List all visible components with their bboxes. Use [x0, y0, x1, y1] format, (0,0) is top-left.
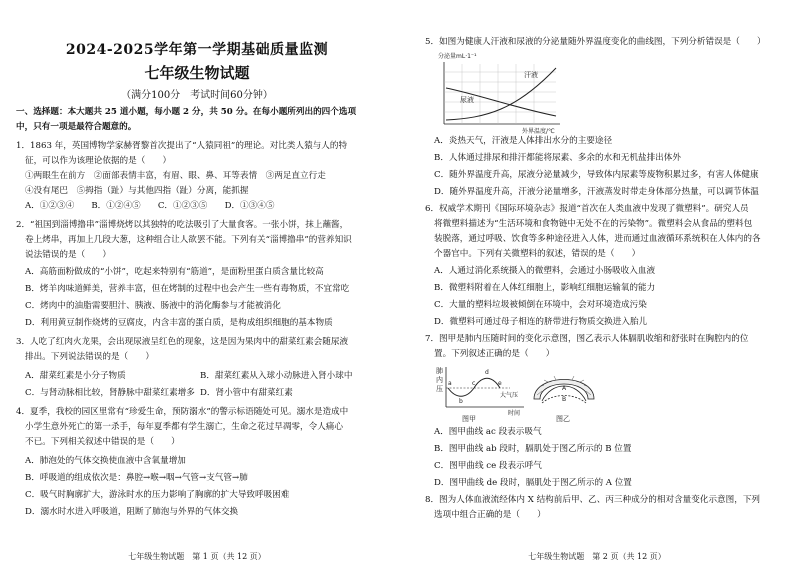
fig-yi-caption: 图乙 — [556, 415, 570, 423]
question-5-stem: 5．如图为健康人汗液和尿液的分泌量随外界温度变化的曲线图，下列分析错误是（ ） — [425, 37, 766, 47]
figure-jia — [436, 366, 524, 423]
urine-label: 尿液 — [460, 96, 474, 104]
question-2-option-a: A．高筋面粉做成的“小饼”，吃起来特别有“筋道”，是面粉里蛋白质含量比较高 — [25, 267, 324, 277]
question-2-option-b: B．烤羊肉味道鲜美，营养丰富，但在烤制的过程中也会产生一些有毒物质，不宜常吃 — [25, 284, 350, 294]
question-3-stem-cont: 排出。下列说法错误的是（ ） — [25, 352, 154, 362]
question-6-stem-cont: 将微塑料描述为“生活环境和食物链中无处不在的污染物”。微塑料会从食品的塑料包 — [434, 219, 753, 229]
chart-gridlines — [444, 64, 556, 124]
question-7-option-a: A．图甲曲线 ac 段表示吸气 — [434, 427, 542, 437]
page-1 — [0, 0, 394, 570]
question-8-stem: 8．图为人体血液流经体内 X 结构前后甲、乙、丙三种成分的相对含量变化示意图，下列 — [425, 495, 761, 505]
question-6-option-c: C．大量的塑料垃圾被倾倒在环境中，会对环境造成污染 — [434, 300, 647, 310]
question-3-option-d: D．肾小管中有甜菜红素 — [200, 388, 293, 398]
question-7-option-c: C．图甲曲线 ce 段表示呼气 — [434, 461, 542, 471]
page-2 — [400, 0, 794, 570]
fig-point-a: a — [448, 380, 452, 387]
question-4-option-c: C．吸气时胸廓扩大，游泳时水的压力影响了胸廓的扩大导致呼吸困难 — [25, 490, 290, 500]
section-heading-cont: 中，只有一项是最符合题意的。 — [16, 122, 137, 132]
question-2-stem: 2．“祖国到淄博撸串”淄博烧烤以其独特的吃法吸引了大量食客。一张小饼，抹上蘸酱， — [16, 220, 349, 230]
sweat-label: 汗液 — [524, 71, 538, 79]
question-1-stem: 1．1863 年，英国博物学家赫胥黎首次提出了“人猿同祖”的理论。对比类人猿与人的特 — [16, 141, 348, 151]
question-4-option-a: A．肺泡处的气体交换使血液中含氧量增加 — [25, 456, 186, 466]
question-6-stem: 6．权威学术期刊《国际环境杂志》报道“首次在人类血液中发现了微塑料”。研究人员 — [425, 204, 749, 214]
question-3-stem: 3．人吃了红肉火龙果，会出现尿液呈红色的现象，这是因为果肉中的甜菜红素会随尿液 — [16, 337, 349, 347]
question-7-stem: 7．图甲是肺内压随时间的变化示意图，图乙表示人体膈肌收缩和舒张时在胸腔内的位 — [425, 334, 749, 344]
page-footer: 七年级生物试题 第 1 页（共 12 页） — [128, 552, 266, 561]
exam-title: 2024-2025学年第一学期基础质量监测 — [65, 42, 329, 58]
exam-meta: （满分100分 考试时间60分钟） — [121, 90, 273, 101]
fig-y-label-2: 内 — [436, 376, 443, 384]
question-7-stem-cont: 置。下列叙述正确的是（ ） — [434, 349, 555, 359]
question-2-stem-cont: 卷上烤串，再加上几段大葱，这种组合让人欲罢不能。下列有关“淄博撸串”的营养知识 — [25, 235, 352, 245]
question-1-statements-cont: ④没有尾巴 ⑤拇指（趾）与其他四指（趾）分离，能抓握 — [25, 186, 249, 196]
question-1-statements: ①两眼生在前方 ②面部表情丰富，有眉、眼、鼻、耳等表情 ③两足直立行走 — [25, 171, 326, 181]
exam-subtitle: 七年级生物试题 — [144, 64, 250, 82]
question-2-option-c: C．烤肉中的油脂需要胆汁、胰液、肠液中的消化酶参与才能被消化 — [25, 301, 281, 311]
fig-jia-caption: 图甲 — [462, 415, 476, 423]
fig-point-c: c — [472, 380, 476, 387]
question-3-option-c: C．与肾动脉相比较，肾静脉中甜菜红素增多 — [25, 388, 195, 398]
fig-y-label-1: 肺 — [436, 367, 443, 375]
question-6-option-a: A．人通过消化系统摄入的微塑料，会通过小肠吸收入血液 — [434, 266, 656, 276]
fig-point-b: b — [459, 398, 463, 405]
page-footer: 七年级生物试题 第 2 页（共 12 页） — [528, 552, 666, 561]
question-5-option-b: B．人体通过排尿和排汗都能将尿素、多余的水和无机盐排出体外 — [434, 153, 681, 163]
question-3-option-a: A．甜菜红素是小分子物质 — [25, 371, 126, 381]
question-6-stem-end: 个器官中。下列有关微塑料的叙述，错误的是（ ） — [434, 249, 641, 259]
question-5-option-a: A．炎热天气，汗液是人体排出水分的主要途径 — [434, 136, 613, 146]
fig-position-b: B — [562, 396, 567, 403]
question-8-stem-cont: 选项中组合正确的是（ ） — [434, 510, 546, 520]
fig-position-a: A — [562, 385, 567, 392]
question-2-option-d: D．利用黄豆制作烧烤的豆腐皮，内含丰富的蛋白质，是构成组织细胞的基本物质 — [25, 318, 333, 328]
chart-x-label: 外界温度/℃ — [522, 128, 555, 134]
question-6-option-d: D．微塑料可通过母子相连的脐带进行物质交换进入胎儿 — [434, 317, 648, 327]
question-5-option-d: D．随外界温度升高，汗液分泌量增多，汗液蒸发时带走身体部分热量，可以调节体温 — [434, 187, 759, 197]
fig-point-d: d — [485, 369, 489, 376]
question-5-option-c: C．随外界温度升高，尿液分泌量减少，导致体内尿素等废物积累过多，有害人体健康 — [434, 170, 759, 180]
question-7-option-d: D．图甲曲线 de 段时，膈肌处于图乙所示的 A 位置 — [434, 478, 632, 488]
question-1-stem-cont: 征，可以作为该理论依据的是（ ） — [25, 156, 172, 166]
fig-y-label-3: 压 — [436, 385, 443, 393]
fig-point-e: e — [498, 380, 502, 387]
sweat-urine-chart — [436, 50, 566, 134]
question-1-options: A．①②③④ B．①②④⑤ C．①②③⑤ D．①③④⑤ — [25, 201, 275, 211]
respiration-figure — [434, 363, 604, 425]
fig-atm-label: 大气压 — [500, 392, 519, 399]
question-2-stem-end: 说法错误的是（ ） — [25, 250, 111, 260]
question-4-option-b: B．呼吸道的组成依次是：鼻腔→喉→咽→气管→支气管→肺 — [25, 473, 248, 483]
question-4-stem-end: 不已。下列相关叙述中错误的是（ ） — [25, 437, 180, 447]
figure-yi — [534, 376, 594, 423]
question-7-option-b: B．图甲曲线 ab 段时，膈肌处于图乙所示的 B 位置 — [434, 444, 632, 454]
question-4-stem-cont: 小学生意外死亡的第一杀手，每年夏季都有学生溺亡，生命之花过早凋零，令人痛心 — [25, 422, 343, 432]
question-6-option-b: B．微塑料附着在人体红细胞上，影响红细胞运输氧的能力 — [434, 283, 656, 293]
section-heading: 一、选择题：本大题共 25 道小题，每小题 2 分，共 50 分。在每小题所列出的四个选项 — [16, 107, 357, 117]
question-4-stem: 4．夏季，我校的园区里常有“珍爱生命，预防溺水”的警示标语随处可见。溺水是造成中 — [16, 407, 349, 417]
question-6-stem-cont2: 装脱落，通过呼吸、饮食等多种途径进入人体，进而通过血液循环系统积在人体内的各 — [434, 234, 761, 244]
chart-y-label: 分泌量mL·1⁻¹ — [438, 53, 477, 60]
fig-time-label: 时间 — [508, 410, 521, 417]
question-4-option-d: D．溺水时水进入呼吸道，阻断了肺泡与外界的气体交换 — [25, 507, 239, 517]
question-3-option-b: B．甜菜红素从入球小动脉进入肾小球中 — [200, 371, 353, 381]
